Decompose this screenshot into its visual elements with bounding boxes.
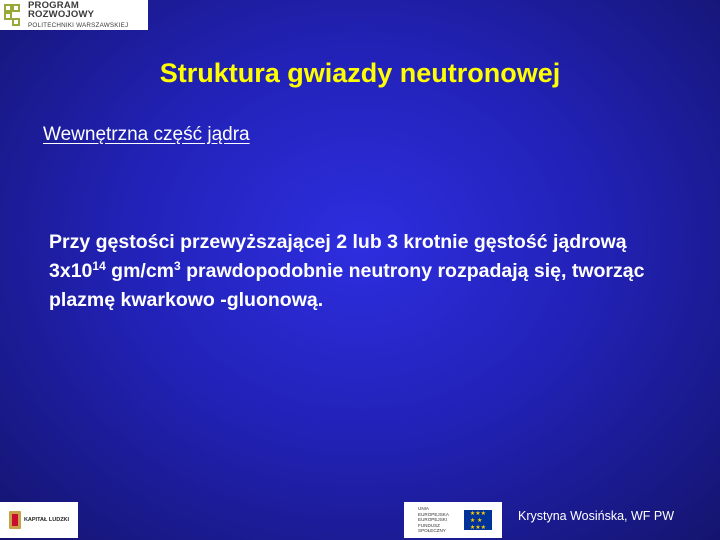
- slide-title: Struktura gwiazdy neutronowej: [159, 58, 561, 88]
- body-part1: Przy gęstości przewyższającej 2 lub 3 krotnie gęstość jądrową 3x10: [49, 231, 627, 282]
- kapital-ludzki-text: KAPITAŁ LUDZKI: [23, 516, 70, 523]
- body-exponent-14: 14: [92, 259, 106, 273]
- body-part2: gm/cm: [105, 260, 175, 282]
- program-rozwojowy-logo: [0, 0, 148, 30]
- emblem-icon: [9, 511, 21, 529]
- logo-line2: POLITECHNIKI WARSZAWSKIEJ: [28, 21, 129, 29]
- eu-flag-icon: ★★★ ★ ★ ★★★: [464, 510, 492, 530]
- body-exponent-3: 3: [174, 259, 181, 273]
- body-part3: prawdopodobnie neutrony rozpadają się, tworząc plazmę kwarkowo -gluonową.: [49, 260, 645, 311]
- eu-text: UNIA EUROPEJSKA EUROPEJSKI FUNDUSZ SPOŁECZNY: [418, 506, 449, 534]
- eu-logo: [404, 502, 502, 538]
- author-footer: Krystyna Wosińska, WF PW: [518, 509, 675, 523]
- logo-line1: PROGRAM ROZWOJOWY: [28, 0, 95, 21]
- pw-logo-icon: [2, 2, 24, 28]
- kapital-ludzki-logo: [0, 502, 78, 538]
- slide-subtitle: Wewnętrzna część jądra: [43, 124, 250, 145]
- slide-body: [49, 228, 669, 315]
